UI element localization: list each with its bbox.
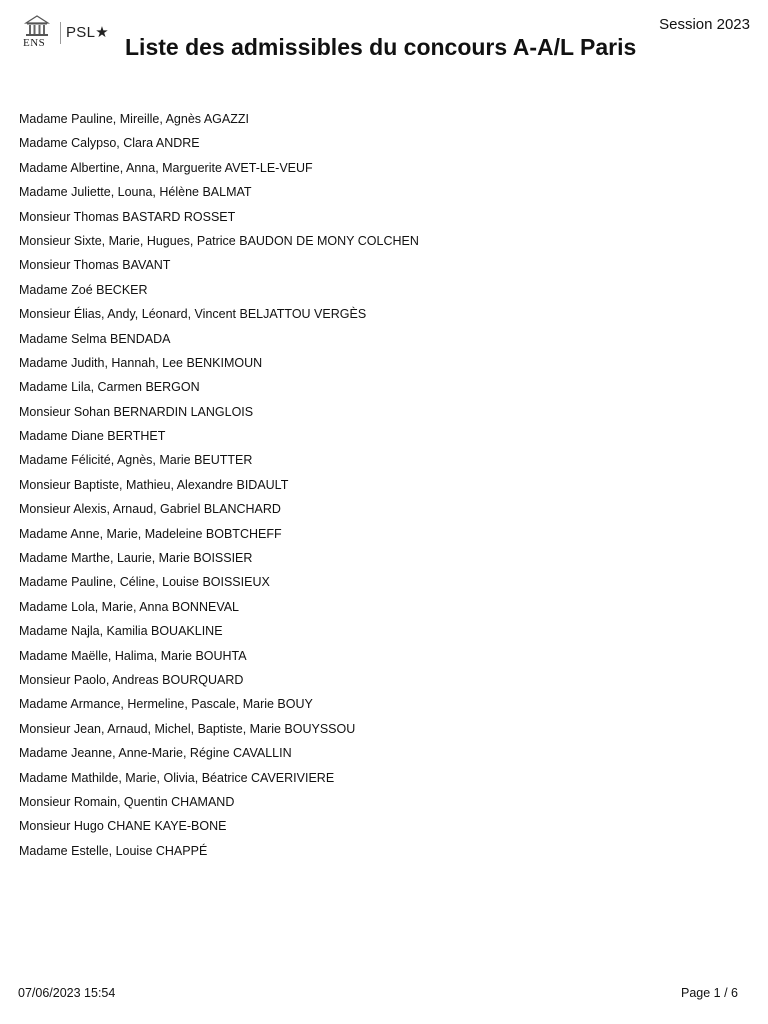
list-item: Monsieur Paolo, Andreas BOURQUARD (19, 672, 244, 687)
list-item: Madame Lila, Carmen BERGON (19, 380, 200, 395)
list-item: Madame Calypso, Clara ANDRE (19, 136, 200, 151)
list-item: Madame Pauline, Céline, Louise BOISSIEUX (19, 575, 270, 590)
list-item: Madame Najla, Kamilia BOUAKLINE (19, 624, 223, 639)
ens-psl-logo (20, 14, 120, 52)
list-item: Madame Félicité, Agnès, Marie BEUTTER (19, 453, 253, 468)
list-item: Monsieur Alexis, Arnaud, Gabriel BLANCHARD (19, 502, 281, 517)
list-item: Madame Anne, Marie, Madeleine BOBTCHEFF (19, 526, 282, 541)
admissibles-list (19, 111, 419, 867)
list-item: Madame Lola, Marie, Anna BONNEVAL (19, 599, 240, 614)
list-item: Monsieur Sohan BERNARDIN LANGLOIS (19, 404, 254, 419)
list-item: Monsieur Élias, Andy, Léonard, Vincent BELJATTOU VERGÈS (19, 307, 367, 322)
list-item: Madame Maëlle, Halima, Marie BOUHTA (19, 648, 247, 663)
session-label: Session 2023 (659, 16, 750, 33)
list-item: Madame Armance, Hermeline, Pascale, Marie BOUY (19, 697, 313, 712)
list-item: Madame Albertine, Anna, Marguerite AVET-LE-VEUF (19, 160, 313, 175)
psl-logo-text: PSL★ (66, 24, 109, 41)
ens-logo-text: ENS (23, 37, 46, 49)
list-item: Monsieur Romain, Quentin CHAMAND (19, 794, 235, 809)
list-item: Madame Jeanne, Anne-Marie, Régine CAVALLIN (19, 746, 292, 761)
list-item: Monsieur Baptiste, Mathieu, Alexandre BIDAULT (19, 477, 289, 492)
ens-building-icon (22, 14, 52, 38)
list-item: Madame Selma BENDADA (19, 331, 171, 346)
page-number: Page 1 / 6 (681, 986, 738, 1000)
list-item: Madame Estelle, Louise CHAPPÉ (19, 843, 208, 858)
list-item: Madame Marthe, Laurie, Marie BOISSIER (19, 551, 253, 566)
page-title: Liste des admissibles du concours A-A/L Paris (125, 34, 637, 60)
list-item: Monsieur Sixte, Marie, Hugues, Patrice BAUDON DE MONY COLCHEN (19, 233, 419, 248)
list-item: Monsieur Jean, Arnaud, Michel, Baptiste, Marie BOUYSSOU (19, 721, 356, 736)
list-item: Madame Judith, Hannah, Lee BENKIMOUN (19, 355, 263, 370)
list-item: Madame Juliette, Louna, Hélène BALMAT (19, 185, 252, 200)
list-item: Madame Zoé BECKER (19, 282, 148, 297)
list-item: Monsieur Thomas BAVANT (19, 258, 171, 273)
list-item: Madame Diane BERTHET (19, 429, 166, 444)
list-item: Madame Mathilde, Marie, Olivia, Béatrice CAVERIVIERE (19, 770, 335, 785)
logo-divider (60, 22, 61, 44)
footer-timestamp: 07/06/2023 15:54 (18, 986, 116, 1000)
list-item: Madame Pauline, Mireille, Agnès AGAZZI (19, 112, 249, 126)
list-item: Monsieur Thomas BASTARD ROSSET (19, 209, 236, 224)
list-item: Monsieur Hugo CHANE KAYE-BONE (19, 819, 227, 834)
